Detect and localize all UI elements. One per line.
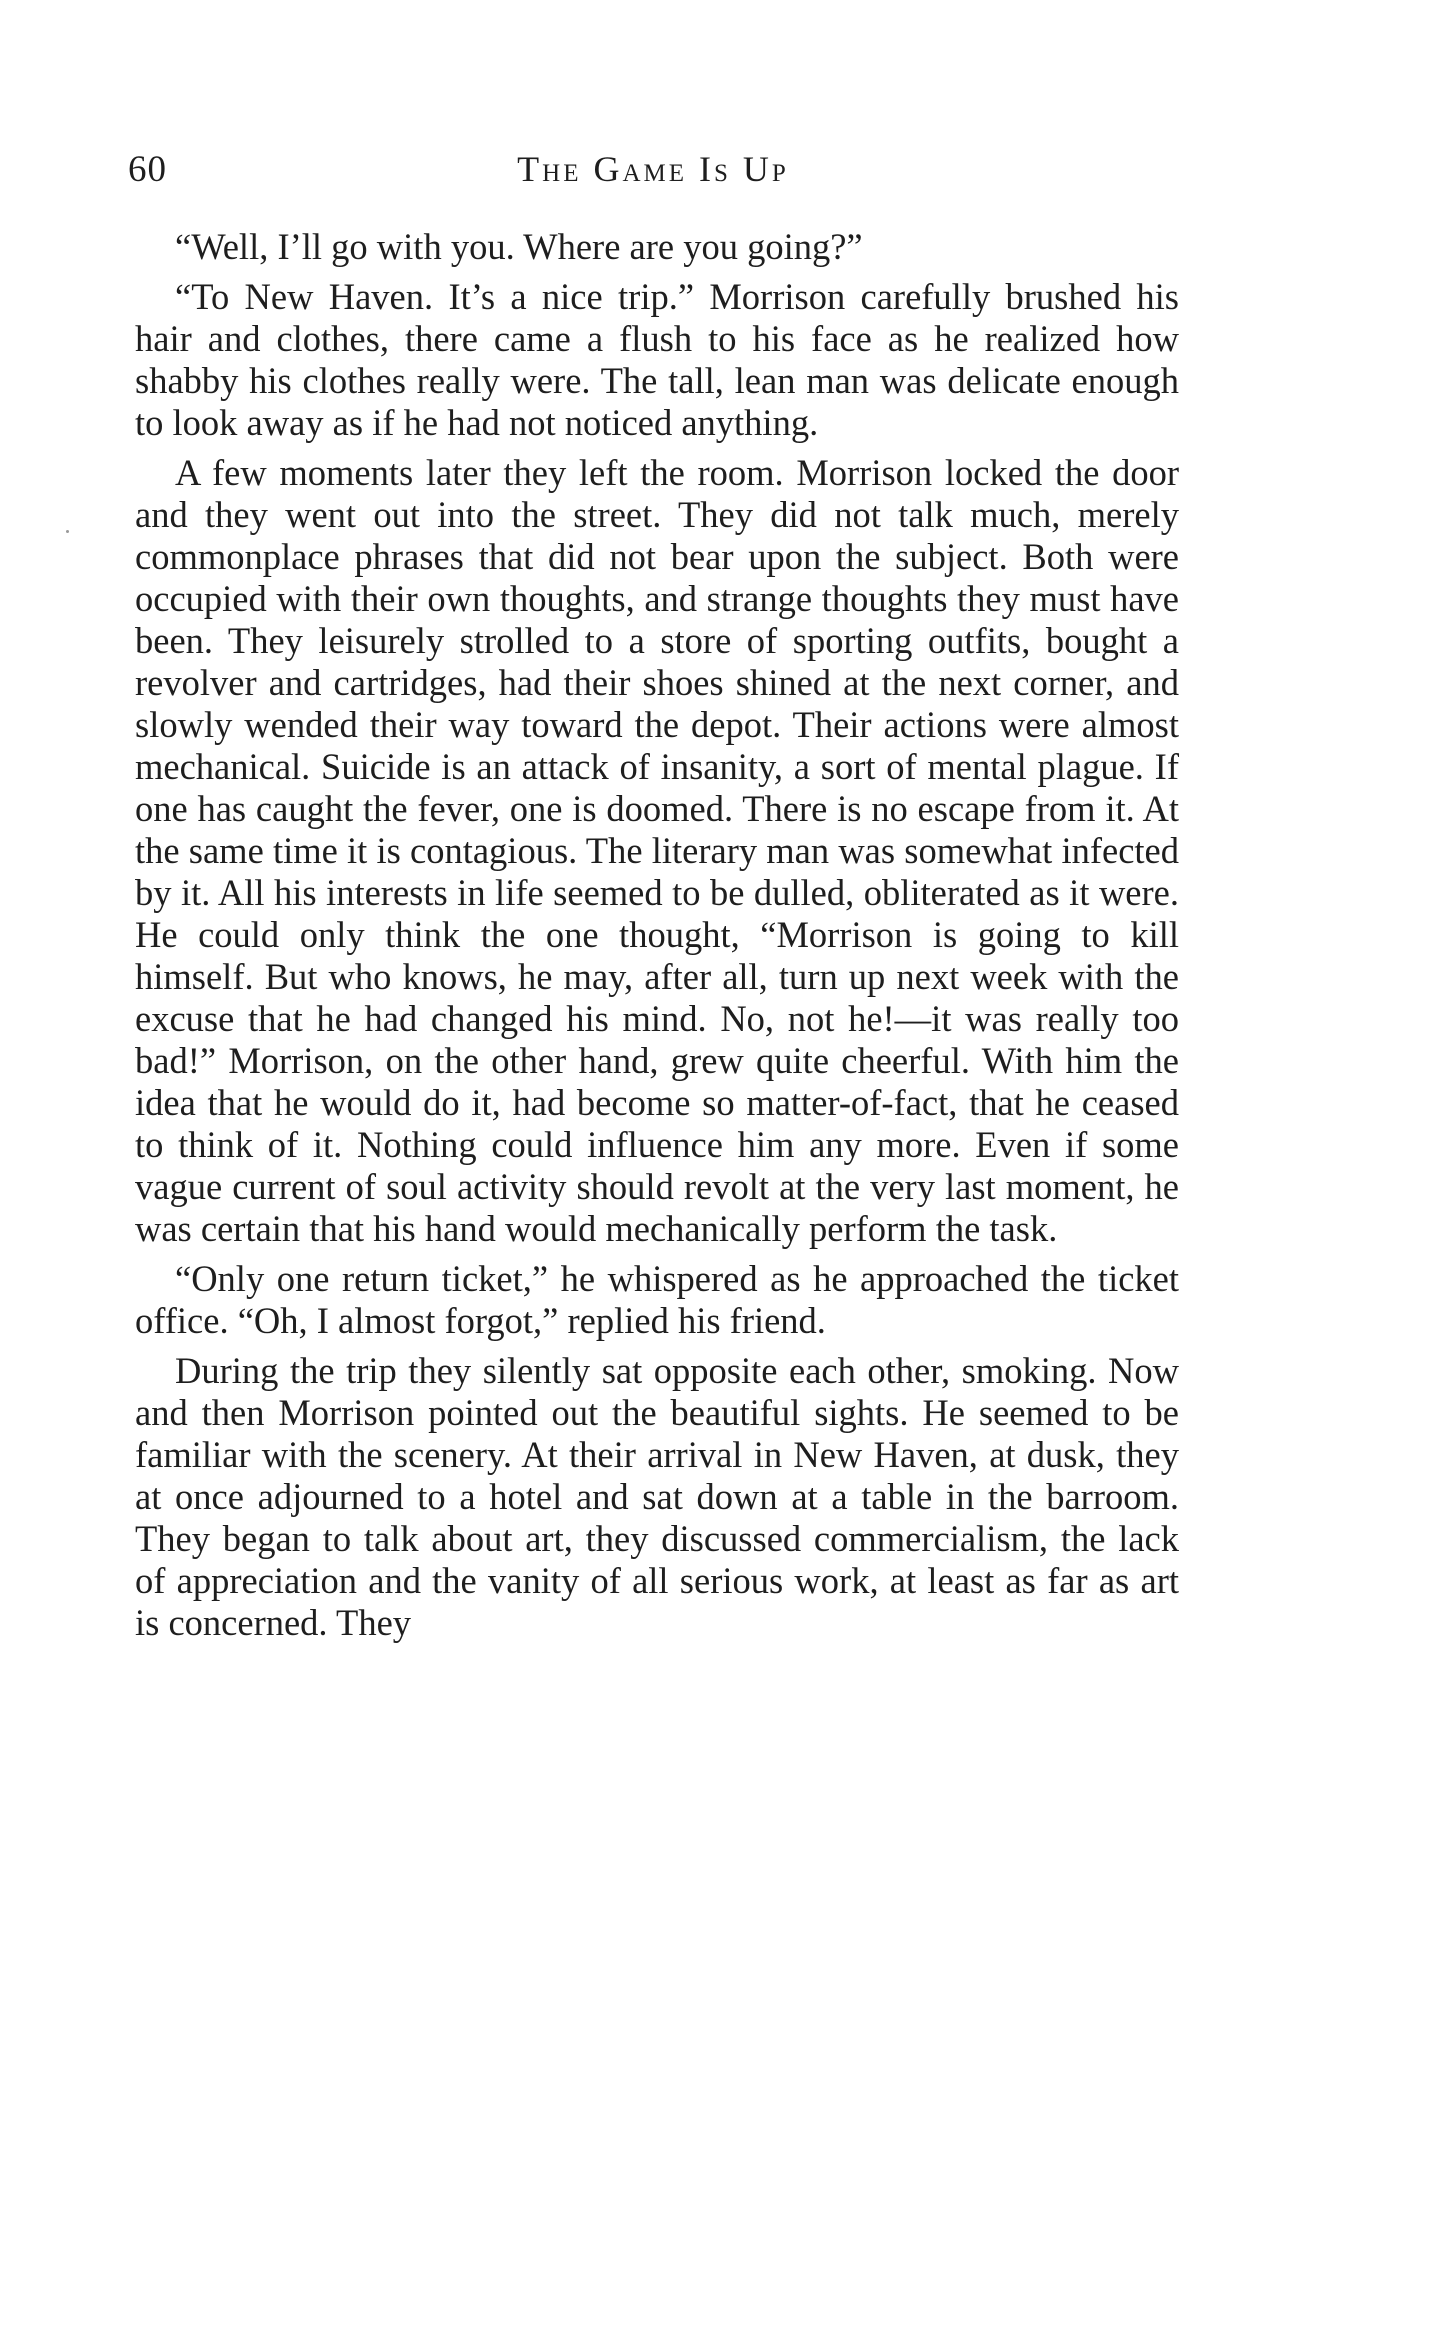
- margin-speck: [66, 530, 69, 533]
- page-number: 60: [128, 149, 167, 190]
- body-text: [135, 226, 1179, 1644]
- running-title: The Game Is Up: [517, 149, 789, 189]
- paragraph: “To New Haven. It’s a nice trip.” Morrison carefully brushed his hair and clothes, there came a flush to his face as he realized how shabby his clothes really were. The tall, lean man was delicate enough to look away as if he had not noticed anything.: [135, 276, 1179, 443]
- page-header: [128, 148, 1178, 198]
- paragraph: During the trip they silently sat opposite each other, smoking. Now and then Morrison pointed out the beautiful sights. He seemed to be familiar with the scenery. At their arrival in New Haven, at dusk, they at once adjourned to a hotel and sat down at a table in the barroom. They began to talk about art, they discussed commercialism, the lack of appreciation and the vanity of all serious work, at least as far as art is concerned. They: [135, 1350, 1179, 1643]
- paragraph: “Well, I’ll go with you. Where are you going?”: [175, 226, 863, 267]
- paragraph: “Only one return ticket,” he whispered as he approached the ticket office. “Oh, I almost forgot,” replied his friend.: [135, 1258, 1179, 1341]
- paragraph: A few moments later they left the room. Morrison locked the door and they went out into the street. They did not talk much, merely commonplace phrases that did not bear upon the subject. Both were occupied with their own thoughts, and strange thoughts they must have been. They leisurely strolled to a store of sporting outfits, bought a revolver and cartridges, had their shoes shined at the next corner, and slowly wended their way toward the depot. Their actions were almost mechanical. Suicide is an attack of insanity, a sort of mental plague. If one has caught the fever, one is doomed. There is no escape from it. At the same time it is contagious. The literary man was somewhat infected by it. All his interests in life seemed to be dulled, obliterated as it were. He could only think the one thought, “Morrison is going to kill himself. But who knows, he may, after all, turn up next week with the excuse that he had changed his mind. No, not he!—it was really too bad!” Morrison, on the other hand, grew quite cheerful. With him the idea that he would do it, had become so matter-of-fact, that he ceased to think of it. Nothing could influence him any more. Even if some vague current of soul activity should revolt at the very last moment, he was certain that his hand would mechanically perform the task.: [135, 452, 1179, 1249]
